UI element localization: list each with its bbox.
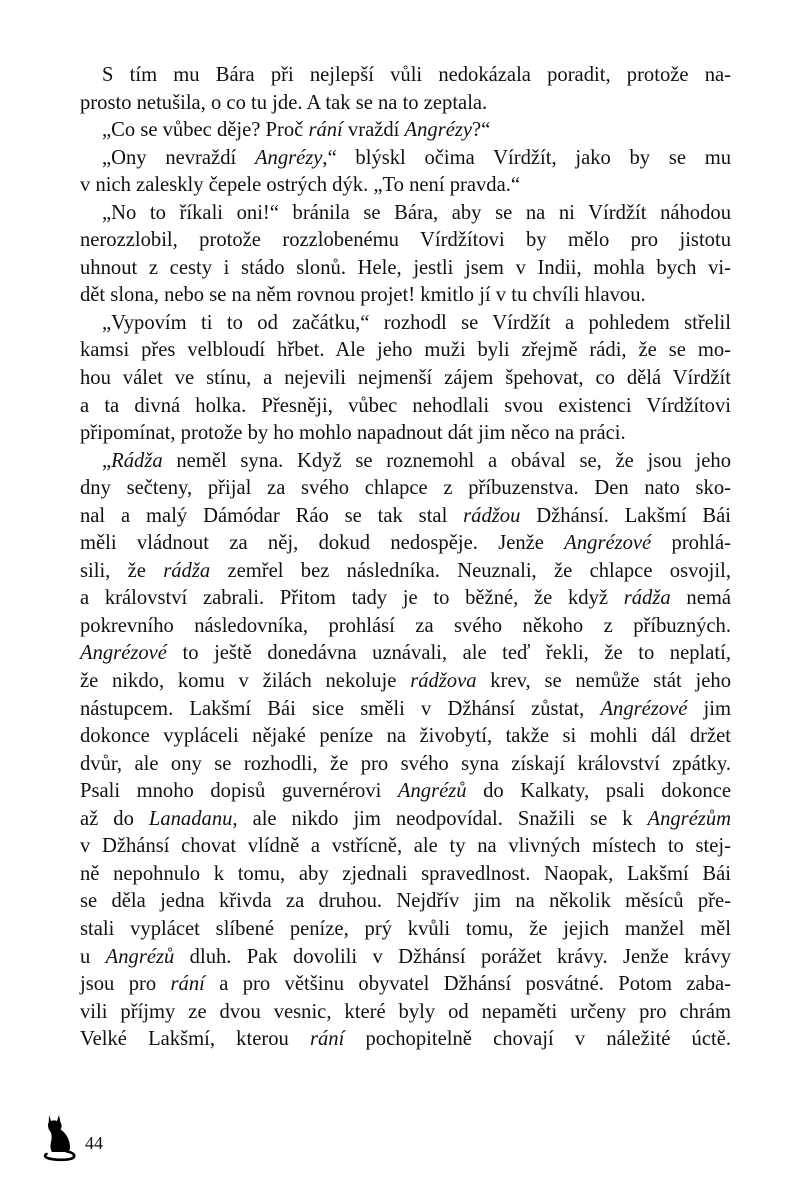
text-run: „No to říkali oni!“ bránila se Bára, aby se na ni Vírdžít náhodou [102,201,731,224]
text-run: do Kalkaty, psali dokonce [466,780,731,803]
text-run: Džhánsí. Lakšmí Bái [520,504,732,527]
text-run: hou válet ve stínu, a nejevili nejmenší zájem špehovat, co dělá Vírdžít [80,367,731,390]
page-number: 44 [85,1133,103,1153]
text-line [80,365,731,393]
text-line [80,944,731,972]
text-run: S tím mu Bára při nejlepší vůli nedokázala poradit, protože na- [102,64,731,86]
text-run: dluh. Pak dovolili v Džhánsí porážet krávy. Jenže krávy [174,945,731,968]
text-line [80,723,731,751]
italic-term: Angrézy [404,119,473,142]
italic-term: Lanadanu [148,807,233,830]
text-line [80,888,731,916]
text-line [80,640,731,668]
italic-term: rádža [623,587,671,610]
text-run: a pro většinu obyvatel Džhánsí posvátné. Potom zaba- [204,973,731,996]
italic-term: rádžou [463,504,521,527]
text-run: u [80,945,106,968]
text-run: měli vládnout za něj, dokud nedospěje. Jenže [80,532,565,555]
text-run: že nikdo, komu v žilách nekoluje [80,670,411,693]
text-line [80,999,731,1027]
text-run: kamsi přes velbloudí hřbet. Ale jeho muži byli zřejmě rádi, že se mo- [80,339,731,362]
text-run: dny sečteny, přijal za svého chlapce z příbuzenstva. Den nato sko- [80,477,731,500]
text-line [80,310,731,338]
text-run: stali vyplácet slíbené peníze, prý kvůli tomu, že jejich manžel měl [80,917,731,940]
text-run: vraždí [342,119,405,142]
text-run: krev, se nemůže stát jeho [476,670,731,693]
text-run: nerozzlobil, protože rozzlobenému Vírdžítovi by mělo pro jistotu [80,229,731,252]
text-run: „Ony nevraždí [102,146,255,169]
text-line [80,145,731,173]
text-run: „Co se vůbec děje? Proč [102,119,309,142]
text-line [80,227,731,255]
text-line [80,337,731,365]
text-line [80,585,731,613]
text-run: Psali mnoho dopisů guvernérovi [80,780,398,803]
text-line [80,255,731,283]
text-run: připomínat, protože by ho mohlo napadnout dát jim něco na práci. [80,422,626,445]
text-line [80,172,731,200]
text-run: se děla jedna křivda za druhou. Nejdřív jim na několik měsíců pře- [80,890,731,913]
text-line [80,282,731,310]
italic-term: Angrézů [105,945,175,968]
text-run: nástupcem. Lakšmí Bái sice směli v Džhánsí zůstat, [80,697,601,720]
italic-term: rádža [163,559,211,582]
text-run: v nich zaleskly čepele ostrých dýk. „To není pravda.“ [80,174,521,197]
text-line [80,393,731,421]
text-line [80,971,731,999]
text-line [80,861,731,889]
text-line [80,778,731,806]
text-run: ně nepohnulo k tomu, aby zjednali spravedlnost. Naopak, Lakšmí Bái [80,862,731,885]
text-line [80,62,731,90]
text-line [80,558,731,586]
text-line [80,420,731,448]
text-run: vili příjmy ze dvou vesnic, které byly od nepaměti určeny pro chrám [80,1000,731,1023]
text-run: a ta divná holka. Přesněji, vůbec nehodlali svou existenci Vírdžítovi [80,394,731,417]
text-run: v Džhánsí chovat vlídně a vstřícně, ale ty na vlivných místech to stej- [80,835,731,858]
text-line [80,200,731,228]
text-line [80,751,731,779]
page-body-text [80,62,731,1054]
text-line [80,833,731,861]
text-line [80,1026,731,1054]
italic-term: Angrézové [80,642,167,665]
text-run: ?“ [472,119,491,142]
text-run: až do [80,807,149,830]
text-line [80,916,731,944]
text-run: dvůr, ale ony se rozhodli, že pro svého syna získají království zpátky. [80,752,731,775]
text-run: jsou pro [80,973,171,996]
italic-term: Angrézové [600,697,688,720]
text-line [80,90,731,118]
text-run: pochopitelně chovají v náležité úctě. [344,1028,731,1051]
text-line [80,503,731,531]
text-run: a království zabrali. Přitom tady je to běžné, že když [80,587,624,610]
italic-term: Angrézové [564,532,652,555]
text-run: ,“ blýskl očima Vírdžít, jako by se mu [322,146,732,169]
text-run: to ještě donedávna uznávali, ale teď řekli, že to neplatí, [166,642,731,665]
text-run: „Vypovím ti to od začátku,“ rozhodl se Vírdžít a pohledem střelil [102,311,731,334]
text-line [80,117,731,145]
text-line [80,530,731,558]
italic-term: rádžova [410,670,477,693]
text-line [80,448,731,476]
text-run: sili, že [80,559,164,582]
text-run: nemá [670,587,731,610]
text-run: „ [102,449,112,472]
italic-term: rání [309,1028,345,1051]
text-line [80,696,731,724]
cat-silhouette-icon [40,1112,78,1162]
italic-term: Angrézů [397,780,467,803]
text-line [80,806,731,834]
text-run: jim [687,697,731,720]
italic-term: rání [170,973,205,996]
text-run: , ale nikdo jim neodpovídal. Snažili se k [232,807,648,830]
text-run: dět slona, nebo se na něm rovnou projet! kmitlo jí v tu chvíli hlavou. [80,284,646,307]
italic-term: Angrézům [647,807,732,830]
italic-term: Rádža [111,449,163,472]
text-run: prohlá- [651,532,731,555]
page-footer [40,1112,160,1162]
text-run: zemřel bez následníka. Neuznali, že chlapce osvojil, [210,559,731,582]
italic-term: Angrézy [254,146,323,169]
text-line [80,475,731,503]
text-run: dokonce vypláceli nějaké peníze na živobytí, takže si mohli dál držet [80,725,731,748]
text-run: prosto netušila, o co tu jde. A tak se na to zeptala. [80,91,488,114]
text-run: pokrevního následovníka, prohlásí za svého někoho z příbuzných. [80,614,731,637]
text-run: neměl syna. Když se roznemohl a obával se, že jsou jeho [162,449,731,472]
text-run: uhnout z cesty i stádo slonů. Hele, jestli jsem v Indii, mohla bych vi- [80,256,731,279]
italic-term: rání [308,119,343,142]
text-line [80,668,731,696]
text-line [80,613,731,641]
text-run: Velké Lakšmí, kterou [80,1028,310,1051]
text-run: nal a malý Dámódar Ráo se tak stal [80,504,464,527]
